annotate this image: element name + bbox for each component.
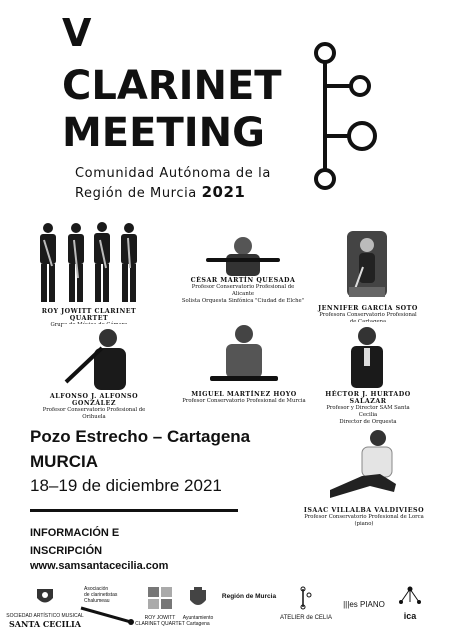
performer-name: MIGUEL MARTÍNEZ HOYO	[191, 391, 297, 398]
performer-name: HÉCTOR J. HURTADO SALAZAR	[325, 391, 411, 405]
ica-label: ica	[403, 611, 417, 621]
subtitle-line2: Región de Murcia	[75, 186, 197, 201]
event-dates: 18–19 de diciembre 2021	[30, 476, 222, 495]
region-de-murcia-logo	[217, 594, 281, 600]
chalumeau-line2: de clarinetistas	[84, 592, 118, 598]
quartet-photo	[30, 218, 148, 306]
performer-role: Profesor y Director SAM Santa Cecilia	[326, 405, 410, 418]
performer-role: Grupo de Música de Cámara	[50, 322, 128, 328]
crest-icon	[34, 586, 56, 608]
website-link[interactable]: www.samsantacecilia.com	[30, 560, 169, 572]
info-heading	[30, 524, 119, 560]
atelier-de-celia-logo	[278, 586, 334, 621]
chalumeau-line3: Chalumeau	[84, 598, 110, 604]
performer-name: ISAAC VILLALBA VALDIVIESO	[303, 507, 425, 514]
performer-7-photo	[322, 428, 408, 504]
performer-2-photo	[204, 234, 282, 276]
info-line2: INSCRIPCIÓN	[30, 545, 103, 557]
roy-jowitt-line1: ROY JOWITT	[144, 615, 176, 621]
year: 2021	[201, 183, 246, 201]
clarinet-keys-logo	[306, 40, 386, 190]
performer-role: Profesor Conservatorio Profesional de Lorca (piano)	[304, 514, 424, 527]
performer-name: CÉSAR MARTÍN QUESADA	[190, 277, 296, 284]
network-icon	[397, 586, 423, 606]
performer-6-caption	[318, 391, 418, 426]
espiano-logo	[334, 600, 394, 610]
event-location: Pozo Estrecho – Cartagena	[30, 427, 251, 446]
subtitle	[75, 164, 271, 203]
performer-4-caption	[32, 393, 156, 421]
atelier-label: ATELIER de CELIA	[280, 615, 332, 621]
performer-role-2: Director de Orquesta	[339, 419, 397, 425]
performer-name: ROY JOWITT CLARINET QUARTET	[41, 308, 137, 322]
performer-name: ALFONSO J. ALFONSO GONZÁLEZ	[49, 393, 139, 407]
subtitle-line1: Comunidad Autónoma de la	[75, 166, 271, 181]
performer-2-caption	[180, 277, 306, 305]
chalumeau-line1: Asociación	[84, 586, 109, 592]
performer-7-caption	[298, 507, 430, 528]
ayuntamiento-logo	[180, 586, 216, 627]
performer-role: Profesor Conservatorio Profesional de Alicante	[191, 284, 295, 297]
performer-role: Profesor Conservatorio Profesional de Orihuela	[42, 407, 146, 420]
performer-5-photo	[208, 322, 280, 388]
region-label: Región de Murcia	[221, 593, 277, 600]
performer-4-photo	[62, 324, 130, 392]
title-clarinet: CLARINET	[62, 63, 282, 109]
sam-line2: SANTA CECILIA	[9, 619, 81, 629]
event-region: MURCIA	[30, 452, 98, 471]
title-meeting: MEETING	[62, 110, 265, 156]
info-line1: INFORMACIÓN E	[30, 527, 120, 539]
divider	[30, 509, 238, 512]
clarinet-icon	[77, 604, 135, 626]
quartet-emblem-icon	[147, 586, 173, 610]
chalumeau-logo	[76, 586, 136, 631]
performer-role: Profesor Conservatorio Profesional de Murcia	[182, 398, 306, 404]
performer-role: Profesora Conservatorio Profesional de Cartagena	[319, 312, 417, 325]
performer-role-2: Solista Orquesta Sinfónica "Ciudad de Elche"	[181, 298, 305, 304]
performer-5-caption	[180, 391, 308, 405]
clarinet-keys-icon	[299, 586, 313, 610]
city-crest-icon	[188, 586, 208, 610]
performer-3-photo	[343, 227, 391, 301]
sam-line1: SOCIEDAD ARTÍSTICO MUSICAL	[6, 613, 84, 619]
edition-numeral: V	[62, 11, 93, 55]
ica-logo	[390, 586, 430, 621]
ayto-line2: Cartagena	[186, 621, 210, 627]
roy-jowitt-line2: CLARINET QUARTET	[135, 621, 185, 627]
sam-santa-cecilia-logo	[6, 586, 84, 629]
performer-name: JENNIFER GARCÍA SOTO	[318, 305, 418, 312]
performer-6-photo	[345, 322, 389, 388]
ayto-line1: Ayuntamiento	[182, 615, 214, 621]
piano-label: |||es PIANO	[343, 600, 385, 609]
